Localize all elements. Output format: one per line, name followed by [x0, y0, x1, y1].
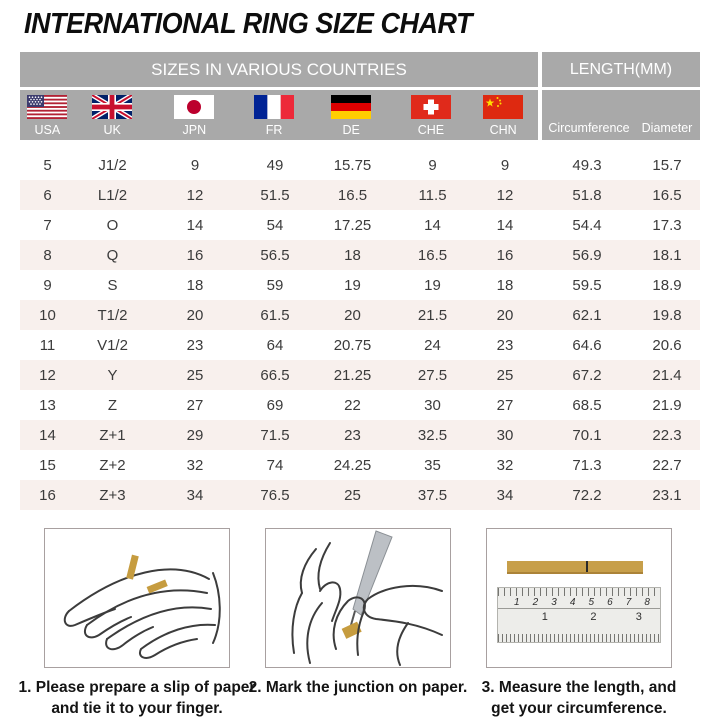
table-cell: 62.1 [572, 306, 602, 324]
table-row [20, 240, 700, 270]
table-cell: 15 [39, 456, 56, 474]
table-cell: 72.2 [572, 486, 602, 504]
measuring-steps [0, 516, 720, 720]
table-cell: Q [106, 246, 119, 264]
table-cell: 16 [39, 486, 56, 504]
step-3-illustration-box [486, 528, 672, 668]
table-row [20, 450, 700, 480]
germany-flag-icon [331, 95, 371, 119]
table-cell: 27 [496, 396, 514, 414]
table-cell: L1/2 [97, 186, 128, 204]
table-cell: 61.5 [260, 306, 290, 324]
strip-mark [586, 561, 588, 572]
ruler-number: 2 [532, 597, 539, 608]
table-cell: 49 [266, 156, 284, 174]
table-cell: 19.8 [652, 306, 682, 324]
table-cell: 14 [496, 216, 514, 234]
ruler-number: 1 [541, 611, 548, 623]
table-cell: 29 [186, 426, 204, 444]
paper-strip-icon [507, 561, 643, 574]
table-cell: 21.9 [652, 396, 682, 414]
table-row [20, 270, 700, 300]
ruler-illustration [487, 529, 671, 667]
table-cell: 49.3 [572, 156, 602, 174]
usa-flag-icon [27, 95, 67, 119]
column-label-usa: USA [34, 123, 61, 137]
table-cell: 12 [496, 186, 514, 204]
table-cell: 66.5 [260, 366, 290, 384]
table-cell: 12 [186, 186, 204, 204]
table-cell: 32.5 [417, 426, 448, 444]
table-cell: 67.2 [572, 366, 602, 384]
table-cell: 22 [344, 396, 361, 414]
table-cell: 16.5 [337, 186, 368, 204]
table-cell: 34 [186, 486, 204, 504]
column-label-fr: FR [265, 123, 283, 137]
ruler-inch-numbers [498, 609, 660, 627]
table-cell: 9 [500, 156, 510, 174]
table-cell: 16 [186, 246, 204, 264]
table-cell: 20 [186, 306, 204, 324]
marking-junction-icon [266, 529, 450, 667]
table-cell: Z+2 [99, 456, 126, 474]
table-cell: 14 [39, 426, 56, 444]
step-2 [248, 528, 468, 720]
step-1 [18, 528, 256, 720]
table-cell: Z+3 [99, 486, 126, 504]
table-cell: 15.75 [333, 156, 372, 174]
table-cell: 32 [186, 456, 204, 474]
table-cell: 20.75 [333, 336, 372, 354]
table-cell: 8 [43, 246, 52, 264]
table-cell: 34 [496, 486, 514, 504]
hand-with-paper-strip-icon [45, 529, 229, 667]
table-cell: 19 [424, 276, 441, 294]
table-cell: 18 [344, 246, 361, 264]
table-row [20, 390, 700, 420]
column-header-jpn [150, 90, 240, 140]
step-1-caption: 1. Please prepare a slip of paper and tie it to your finger. [18, 679, 256, 717]
table-cell: 30 [424, 396, 441, 414]
step-1-illustration-box [44, 528, 230, 668]
table-cell: 21.25 [333, 366, 372, 384]
table-cell: 22.7 [652, 456, 682, 474]
table-group-header [20, 52, 700, 87]
table-row [20, 150, 700, 180]
table-cell: J1/2 [98, 156, 127, 174]
table-cell: V1/2 [97, 336, 128, 354]
table-cell: 14 [186, 216, 204, 234]
table-cell: 54 [266, 216, 284, 234]
step-2-caption: 2. Mark the junction on paper. [248, 679, 468, 696]
country-columns [20, 90, 538, 140]
table-cell: 32 [496, 456, 514, 474]
ruler-cm-numbers [498, 596, 660, 609]
table-cell: 5 [43, 156, 52, 174]
table-cell: 20.6 [652, 336, 682, 354]
table-cell: 10 [39, 306, 56, 324]
table-cell: 37.5 [417, 486, 448, 504]
table-cell: 24.25 [333, 456, 372, 474]
table-cell: 70.1 [572, 426, 602, 444]
table-cell: 51.8 [572, 186, 602, 204]
size-table-body [20, 150, 700, 510]
table-cell: 23 [186, 336, 204, 354]
switzerland-flag-icon [411, 95, 451, 119]
table-cell: 18 [186, 276, 204, 294]
table-cell: 27.5 [417, 366, 448, 384]
table-cell: 35 [424, 456, 441, 474]
ruler-number: 4 [569, 597, 576, 608]
step-3-caption: 3. Measure the length, and get your circumference. [481, 679, 677, 717]
table-cell: 21.4 [652, 366, 682, 384]
length-columns [542, 90, 700, 140]
table-cell: 15.7 [652, 156, 682, 174]
table-cell: 18.9 [652, 276, 682, 294]
table-cell: 27 [186, 396, 204, 414]
table-cell: 23.1 [652, 486, 682, 504]
column-label-che-de: DE [342, 123, 360, 137]
table-cell: 71.5 [260, 426, 290, 444]
table-cell: 23 [496, 336, 514, 354]
table-cell: 9 [43, 276, 52, 294]
table-cell: 9 [190, 156, 200, 174]
table-cell: 25 [186, 366, 204, 384]
table-cell: 18 [496, 276, 514, 294]
table-row [20, 420, 700, 450]
column-label-circumference: Circumference [548, 121, 630, 135]
column-header-fr [239, 90, 309, 140]
step-2-illustration-box [265, 528, 451, 668]
table-cell: 11.5 [418, 186, 447, 204]
column-header-usa [20, 90, 75, 140]
column-label-diameter: Diameter [641, 121, 693, 135]
table-row [20, 210, 700, 240]
group-header-sizes [20, 52, 538, 87]
table-cell: 20 [496, 306, 514, 324]
column-header-uk [75, 90, 150, 140]
table-row [20, 330, 700, 360]
table-cell: 16 [496, 246, 514, 264]
table-cell: 7 [43, 216, 52, 234]
table-cell: 21.5 [417, 306, 448, 324]
column-header-chn [468, 90, 538, 140]
column-header-che [394, 90, 469, 140]
table-cell: S [107, 276, 118, 294]
table-cell: T1/2 [97, 306, 128, 324]
table-cell: O [106, 216, 119, 234]
table-cell: 17.25 [333, 216, 372, 234]
ruler-inch-ticks [498, 634, 660, 642]
table-cell: 76.5 [260, 486, 290, 504]
table-cell: 56.9 [572, 246, 602, 264]
table-row [20, 480, 700, 510]
table-cell: 64 [266, 336, 284, 354]
ruler-number: 2 [590, 611, 597, 623]
table-cell: 19 [344, 276, 361, 294]
ruler-number: 5 [588, 597, 595, 608]
group-header-length-label: LENGTH(MM) [569, 60, 673, 78]
table-cell: 14 [424, 216, 441, 234]
table-cell: 13 [39, 396, 56, 414]
table-cell: 51.5 [260, 186, 290, 204]
page-title: INTERNATIONAL RING SIZE CHART [24, 8, 473, 40]
column-label-uk: UK [103, 123, 121, 137]
uk-flag-icon [92, 95, 132, 119]
table-cell: 74 [266, 456, 284, 474]
table-row [20, 300, 700, 330]
table-cell: 69 [266, 396, 284, 414]
table-cell: 17.3 [652, 216, 682, 234]
china-flag-icon [483, 95, 523, 119]
column-header-de [309, 90, 394, 140]
ruler-icon [497, 587, 661, 643]
table-cell: 6 [43, 186, 52, 204]
ruler-number: 8 [644, 597, 650, 608]
table-cell: 59.5 [572, 276, 602, 294]
column-label-che: CHE [417, 123, 445, 137]
table-cell: 59 [266, 276, 284, 294]
table-cell: 64.6 [572, 336, 602, 354]
table-row [20, 180, 700, 210]
table-cell: 68.5 [572, 396, 602, 414]
column-label-jpn: JPN [182, 123, 207, 137]
table-cell: 20 [344, 306, 361, 324]
table-cell: 25 [344, 486, 361, 504]
table-cell: 18.1 [652, 246, 682, 264]
group-header-sizes-label: SIZES IN VARIOUS COUNTRIES [151, 59, 407, 79]
ruler-number: 3 [635, 611, 642, 623]
ruler-number: 7 [625, 597, 632, 608]
table-cell: 56.5 [260, 246, 290, 264]
table-cell: 71.3 [572, 456, 602, 474]
table-cell: Z [107, 396, 118, 414]
table-cell: 22.3 [652, 426, 682, 444]
table-cell: 11 [39, 336, 56, 354]
ruler-number: 3 [551, 597, 557, 608]
table-country-header [20, 90, 700, 140]
table-cell: Z+1 [99, 426, 126, 444]
ring-size-table [20, 150, 700, 510]
ruler-number: 6 [607, 597, 613, 608]
table-row [20, 360, 700, 390]
table-cell: 23 [344, 426, 361, 444]
japan-flag-icon [174, 95, 214, 119]
table-cell: 9 [428, 156, 437, 174]
column-label-chn: CHN [489, 123, 517, 137]
ruler-number: 1 [514, 597, 520, 608]
table-cell: 30 [496, 426, 514, 444]
table-cell: 12 [39, 366, 56, 384]
group-header-length [542, 52, 700, 87]
table-cell: 54.4 [572, 216, 602, 234]
table-cell: 16.5 [417, 246, 448, 264]
france-flag-icon [254, 95, 294, 119]
step-3 [481, 528, 677, 720]
table-cell: 24 [424, 336, 441, 354]
table-cell: Y [107, 366, 118, 384]
table-cell: 25 [496, 366, 514, 384]
ruler-cm-ticks [498, 588, 660, 596]
table-cell: 16.5 [652, 186, 682, 204]
